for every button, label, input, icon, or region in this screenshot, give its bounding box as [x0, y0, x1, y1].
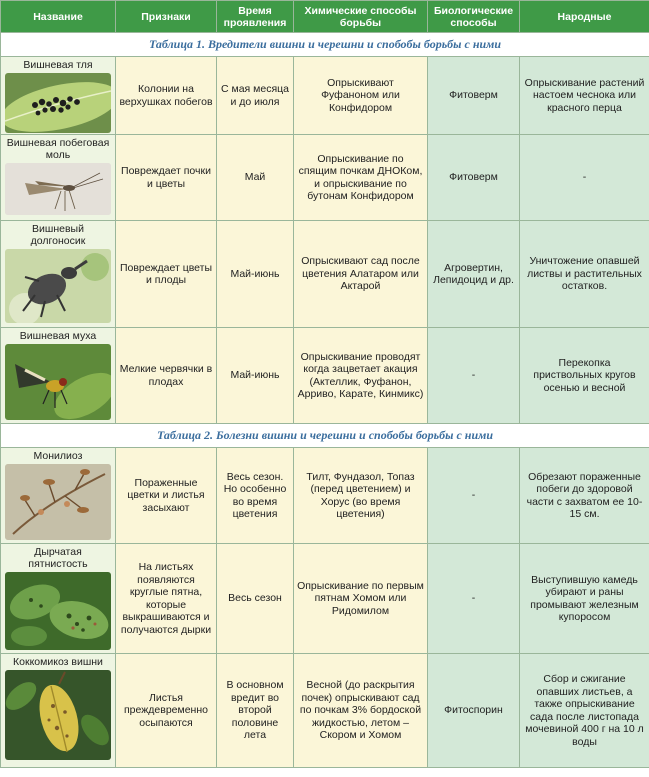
- biological-cell: -: [428, 448, 520, 544]
- signs-cell: Повреждает почки и цветы: [116, 135, 217, 221]
- dried-flowers-image: [5, 464, 111, 540]
- header-row: [1, 1, 649, 33]
- name-cell: [1, 57, 116, 135]
- table-row: [1, 135, 649, 221]
- time-cell: Май: [217, 135, 294, 221]
- chemical-cell: Тилт, Фундазол, Топаз (перед цветением) и Хорус (во время цветения): [294, 448, 428, 544]
- signs-cell: Колонии на верхушках побегов: [116, 57, 217, 135]
- holey-leaves-image: [5, 572, 111, 650]
- name-cell: [1, 654, 116, 768]
- folk-cell: Опрыскивание растений настоем чеснока или красного перца: [520, 57, 649, 135]
- time-cell: Май-июнь: [217, 221, 294, 328]
- time-cell: В основном вредит во второй половине лета: [217, 654, 294, 768]
- table-row: [1, 221, 649, 328]
- name-cell: [1, 221, 116, 328]
- pest-name: Вишневый долгоносик: [30, 223, 86, 247]
- aphids-image: [5, 73, 111, 133]
- section-title-row: [1, 33, 649, 57]
- disease-name: Коккомикоз вишни: [13, 656, 103, 668]
- biological-cell: -: [428, 328, 520, 424]
- table-row: [1, 544, 649, 654]
- folk-cell: Сбор и сжигание опавших листьев, а также опрыскивание сада после листопада мочевиной 400 г на 10 л воды: [520, 654, 649, 768]
- moth-image: [5, 163, 111, 215]
- time-cell: Май-июнь: [217, 328, 294, 424]
- disease-name: Монилиоз: [33, 450, 83, 462]
- name-cell: [1, 448, 116, 544]
- time-cell: Весь сезон. Но особенно во время цветения: [217, 448, 294, 544]
- signs-cell: Мелкие червячки в плодах: [116, 328, 217, 424]
- folk-cell: Выступившую камедь убирают и раны промывают железным купоросом: [520, 544, 649, 654]
- chemical-cell: Опрыскивают сад после цветения Алатаром или Актарой: [294, 221, 428, 328]
- folk-cell: Уничтожение опавшей листвы и растительных остатков.: [520, 221, 649, 328]
- header-name: Название: [1, 1, 116, 33]
- pest-name: Вишневая побеговая моль: [6, 137, 110, 161]
- header-chemical: Химические способы борьбы: [294, 1, 428, 33]
- chemical-cell: Весной (до раскрытия почек) опрыскивают сад по почкам 3% бордоской жидкостью, летом – Скором и Хомом: [294, 654, 428, 768]
- signs-cell: На листьях появляются круглые пятна, которые выкрашиваются и получаются дырки: [116, 544, 217, 654]
- name-cell: [1, 328, 116, 424]
- section1-title: Таблица 1. Вредители вишни и черешни и спобобы борьбы с ними: [1, 33, 649, 57]
- time-cell: С мая месяца и до июля: [217, 57, 294, 135]
- table-row: [1, 328, 649, 424]
- signs-cell: Пораженные цветки и листья засыхают: [116, 448, 217, 544]
- header-signs: Признаки: [116, 1, 217, 33]
- cherry-fly-image: [5, 344, 111, 420]
- header-biological: Биологические способы: [428, 1, 520, 33]
- header-folk: Народные: [520, 1, 649, 33]
- table-row: [1, 57, 649, 135]
- biological-cell: Фитоверм: [428, 57, 520, 135]
- pest-name: Вишневая тля: [23, 59, 93, 71]
- chemical-cell: Опрыскивание по первым пятнам Хомом или Ридомилом: [294, 544, 428, 654]
- section2-title: Таблица 2. Болезни вишни и черешни и спобобы борьбы с ними: [1, 424, 649, 448]
- header-time: Время проявления: [217, 1, 294, 33]
- chemical-cell: Опрыскивание по спящим почкам ДНОКом, и опрыскивание по бутонам Конфидором: [294, 135, 428, 221]
- time-cell: Весь сезон: [217, 544, 294, 654]
- table-row: [1, 654, 649, 768]
- folk-cell: Обрезают пораженные побеги до здоровой части с захватом ее 10-15 см.: [520, 448, 649, 544]
- pest-name: Вишневая муха: [19, 330, 97, 342]
- disease-name: Дырчатая пятнистость: [28, 546, 88, 570]
- weevil-image: [5, 249, 111, 323]
- section-title-row: [1, 424, 649, 448]
- chemical-cell: Опрыскивают Фуфаноном или Конфидором: [294, 57, 428, 135]
- signs-cell: Повреждает цветы и плоды: [116, 221, 217, 328]
- biological-cell: Агровертин, Лепидоцид и др.: [428, 221, 520, 328]
- name-cell: [1, 544, 116, 654]
- biological-cell: -: [428, 544, 520, 654]
- table-row: [1, 448, 649, 544]
- yellow-leaf-image: [5, 670, 111, 760]
- name-cell: [1, 135, 116, 221]
- chemical-cell: Опрыскивание проводят когда зацветает акация (Актеллик, Фуфанон, Арриво, Карате, Кинмикс): [294, 328, 428, 424]
- folk-cell: -: [520, 135, 649, 221]
- biological-cell: Фитоспорин: [428, 654, 520, 768]
- folk-cell: Перекопка приствольных кругов осенью и весной: [520, 328, 649, 424]
- signs-cell: Листья преждевременно осыпаются: [116, 654, 217, 768]
- biological-cell: Фитоверм: [428, 135, 520, 221]
